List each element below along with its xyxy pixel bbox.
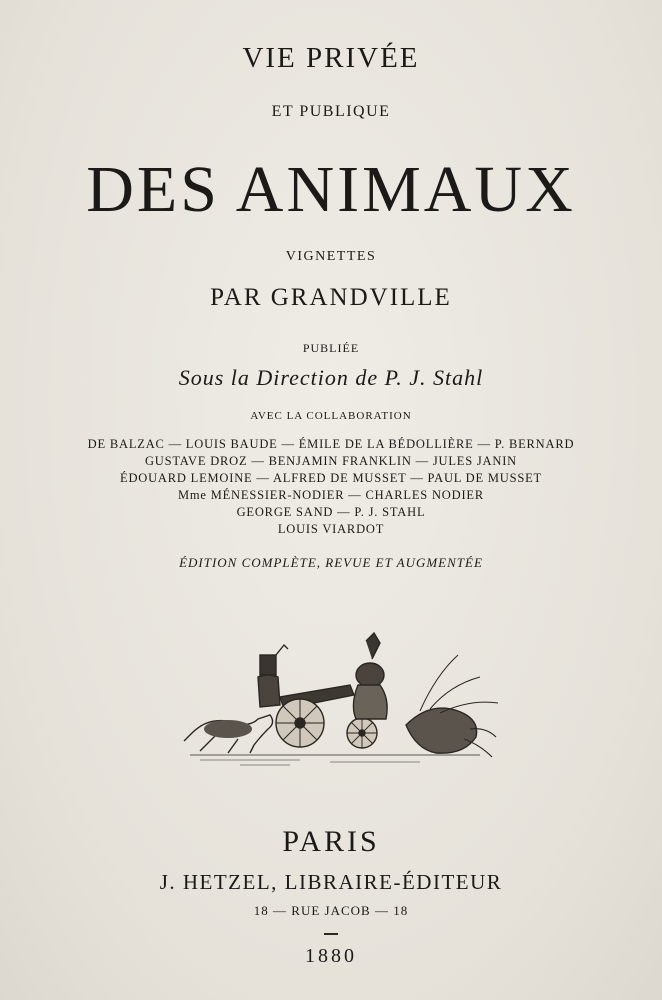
collaborator-line: GUSTAVE DROZ — BENJAMIN FRANKLIN — JULES JANIN	[144, 454, 518, 468]
collaborators-list	[0, 436, 662, 538]
collaboration-label: AVEC LA COLLABORATION	[250, 410, 412, 422]
publisher-address: 18 — RUE JACOB — 18	[253, 903, 409, 918]
collaborator-line: DE BALZAC — LOUIS BAUDE — ÉMILE DE LA BÉDOLLIÈRE — P. BERNARD	[87, 437, 575, 451]
title-line-2: ET PUBLIQUE	[271, 103, 391, 120]
publisher-name: J. HETZEL, LIBRAIRE-ÉDITEUR	[159, 870, 503, 894]
collaborator-line: GEORGE SAND — P. J. STAHL	[236, 505, 426, 519]
collaborator-line: Mme MÉNESSIER-NODIER — CHARLES NODIER	[178, 488, 484, 502]
edition-note: ÉDITION COMPLÈTE, REVUE ET AUGMENTÉE	[179, 555, 483, 570]
collaborator-line: LOUIS VIARDOT	[277, 522, 385, 536]
title-line-1: VIE PRIVÉE	[242, 42, 420, 74]
vignettes-label: VIGNETTES	[285, 249, 377, 264]
vignette-illustration	[180, 615, 500, 780]
main-title: DES ANIMAUX	[86, 153, 576, 226]
publication-year: 1880	[305, 945, 357, 967]
collaborator-line: ÉDOUARD LEMOINE — ALFRED DE MUSSET — PAUL DE MUSSET	[120, 471, 542, 485]
publication-city: PARIS	[282, 825, 380, 858]
published-label: PUBLIÉE	[302, 341, 360, 355]
direction-credit: Sous la Direction de P. J. Stahl	[178, 365, 484, 390]
divider	[324, 933, 338, 935]
illustrator-credit: PAR GRANDVILLE	[210, 284, 452, 311]
